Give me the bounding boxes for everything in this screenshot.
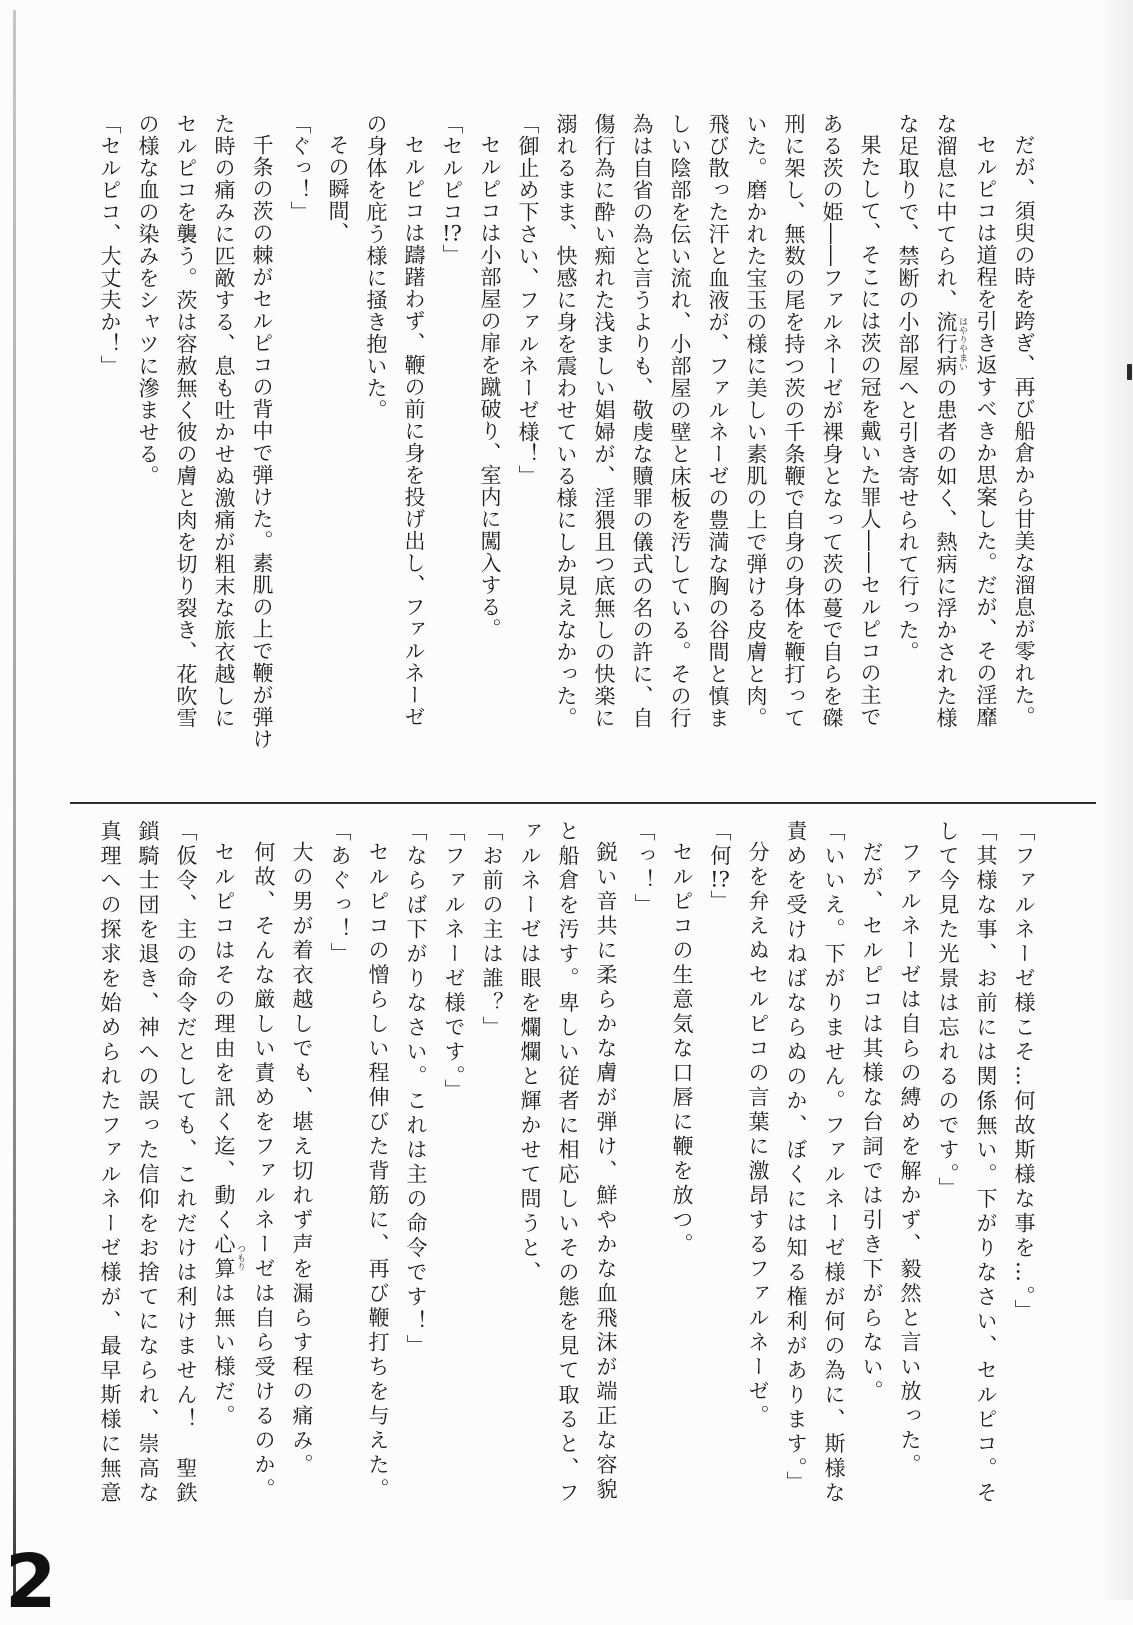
text-line: 飛び散った汗と血液が、ファルネーゼの豊満な胸の谷間と慎ま — [706, 113, 730, 729]
tate-chu-yoko: !? — [442, 223, 462, 244]
text-line: その瞬間、 — [326, 134, 350, 244]
text-line: 果たして、そこには茨の冠を戴いた罪人――セルピコの主で — [858, 134, 882, 728]
text-section-top — [87, 113, 1043, 781]
text-line: セルピコの生意気な口唇に鞭を放つ。 — [670, 841, 694, 1258]
text-line: の様な血の染みをシャツに滲ませる。 — [136, 113, 160, 487]
text-line: 大の男が着衣越しでも、堪え切れず声を漏らす程の痛み。 — [290, 841, 314, 1478]
text-line: セルピコを襲う。茨は容赦無く彼の膚と肉を切り裂き、花吹雪 — [174, 113, 198, 729]
text-line: 溺れるまま、快感に身を震わせている様にしか見えなかった。 — [554, 113, 578, 729]
text-line: 真理への探求を始められたファルネーゼ様が、最早斯様に無意 — [98, 820, 122, 1506]
text-line: いた。磨かれた宝玉の様に美しい素肌の上で弾ける皮膚と肉。 — [744, 113, 768, 729]
text-line: 傷行為に酔い痴れた浅ましい娼婦が、淫猥且つ底無しの快楽に — [592, 113, 616, 729]
text-line: の身体を庇う様に掻き抱いた。 — [364, 113, 388, 421]
text-line: して今見た光景は忘れるのです。」 — [936, 820, 960, 1202]
text-line: セルピコの憎らしい程伸びた背筋に、再び鞭打ちを与えた。 — [366, 841, 390, 1503]
text-line: 「いいえ。下がりません。ファルネーゼ様が何の為に、斯様な — [822, 820, 846, 1506]
scan-edge-shading — [1099, 0, 1133, 1600]
text-section-bottom — [87, 820, 1043, 1582]
text-line: 分を弁えぬセルピコの言葉に激昂するファルネーゼ。 — [746, 841, 770, 1429]
text-line: 「ファルネーゼ様です。」 — [442, 820, 466, 1104]
text-line: な溜息に中てられ、流行病 はやりやまいの患者の如く、熱病に浮かされた様 — [934, 113, 967, 729]
text-line: 「お前の主は誰？」 — [480, 820, 504, 1041]
text-line: 「何!?」 — [708, 820, 732, 915]
text-line: 千条の茨の棘がセルピコの背中で弾けた。素肌の上で鞭が弾け — [250, 134, 274, 750]
scan-artifact-speck — [1127, 364, 1132, 380]
text-line: ある茨の姫――ファルネーゼが裸身となって茨の蔓で自らを磔 — [820, 113, 844, 729]
page-number: 2 — [5, 1539, 57, 1625]
tate-chu-yoko: !? — [710, 869, 730, 890]
text-line: 「セルピコ、大丈夫か！」 — [98, 113, 122, 377]
text-line: しい陰部を伝い流れ、小部屋の壁と床板を汚している。その行 — [668, 113, 692, 729]
text-line: 鎖騎士団を退き、神への誤った信仰をお捨てになられ、崇高な — [136, 820, 160, 1506]
text-line: セルピコは小部屋の扉を蹴破り、室内に闖入する。 — [478, 134, 502, 640]
text-line: だが、須臾の時を跨ぎ、再び船倉から甘美な溜息が零れた。 — [1012, 134, 1036, 728]
text-line: ァルネーゼは眼を爛爛と輝かせて問うと、 — [518, 820, 542, 1286]
text-line: セルピコはその理由を訊く迄、動く心算 つもりは無い様だ。 — [212, 841, 245, 1429]
text-line: な足取りで、禁断の小部屋へと引き寄せられて行った。 — [896, 113, 920, 663]
text-line: 何故、そんな厳しい責めをファルネーゼは自ら受けるのか。 — [252, 841, 276, 1503]
text-line: セルピコは道程を引き返すべきか思案した。だが、その淫靡 — [974, 134, 998, 728]
text-line: 「セルピコ!?」 — [440, 113, 464, 266]
text-line: た時の痛みに匹敵する、息も吐かせぬ激痛が粗末な旅衣越しに — [212, 113, 236, 729]
text-line: セルピコは躊躇わず、鞭の前に身を投げ出し、ファルネーゼ — [402, 134, 426, 728]
text-line: 「仮令、主の命令だとしても、これだけは利けません！ 聖鉄 — [174, 820, 198, 1506]
text-line: だが、セルピコは其様な台詞では引き下がらない。 — [860, 841, 884, 1405]
text-line: ファルネーゼは自らの縛めを解かず、毅然と言い放った。 — [898, 841, 922, 1478]
text-line: 為は自省の為と言うよりも、敬虔な贖罪の儀式の名の許に、自 — [630, 113, 654, 729]
text-line: 「ぐっ！」 — [288, 113, 312, 223]
text-line: と船倉を汚す。卑しい従者に相応しいその態を見て取ると、フ — [556, 820, 580, 1506]
ruby-annotated-word: 流行病 はやりやまい — [934, 311, 967, 377]
text-line: 責めを受けねばならぬのか、ぼくには知る権利があります。」 — [784, 820, 808, 1496]
text-line: 「御止め下さい、ファルネーゼ様！」 — [516, 113, 540, 487]
text-line: 「っ！」 — [632, 820, 656, 918]
text-line: 「あぐっ！」 — [328, 820, 352, 967]
section-divider — [70, 802, 1096, 804]
text-line: 「ファルネーゼ様こそ…何故斯様な事を…。」 — [1012, 820, 1036, 1324]
text-line: 刑に架し、無数の尾を持つ茨の千条鞭で自身の身体を鞭打って — [782, 113, 806, 729]
scan-binding-line — [13, 10, 16, 1600]
text-line: 「其様な事、お前には関係無い。下がりなさい、セルピコ。そ — [974, 820, 998, 1506]
text-line: 「ならば下がりなさい。これは主の命令です！」 — [404, 820, 428, 1359]
text-line: 鋭い音共に柔らかな膚が弾け、鮮やかな血飛沫が端正な容貌 — [594, 841, 618, 1503]
ruby-annotated-word: 心算 つもり — [212, 1233, 245, 1282]
